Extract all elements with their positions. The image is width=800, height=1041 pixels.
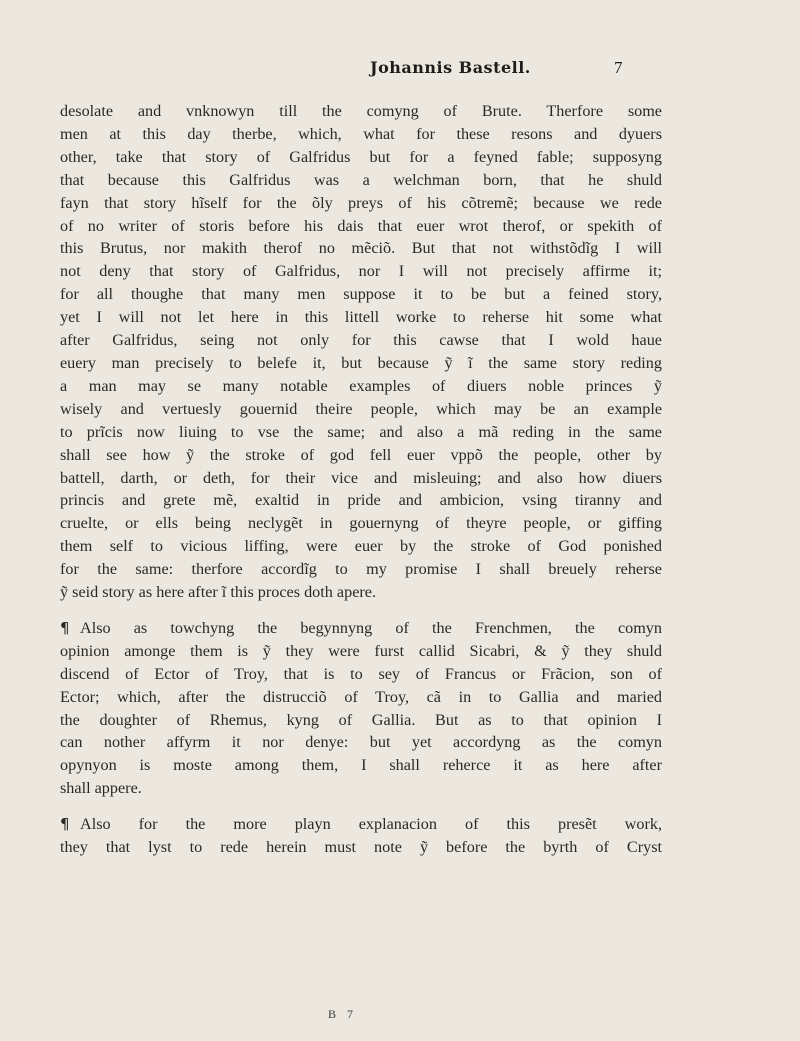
text-line: that because this Galfridus was a welchman born, that he shuld: [60, 170, 662, 189]
pilcrow-icon: ¶: [60, 815, 70, 834]
text-line: a man may se many notable examples of diuers noble princes ỹ: [60, 376, 662, 395]
text-line: men at this day therbe, which, what for these resons and dyuers: [60, 124, 662, 143]
paragraph-3: [60, 813, 662, 859]
text-line: for all thoughe that many men suppose it to be but a feined story,: [60, 285, 662, 304]
text-line: yet I will not let here in this littell worke to reherse hit some what: [60, 308, 662, 327]
text-line: shall see how ỹ the stroke of god fell euer vppõ the people, other by: [60, 445, 662, 464]
text-line: cruelte, or ells being neclygẽt in gouernyng of theyre people, or giffing: [60, 514, 662, 533]
text-line: not deny that story of Galfridus, nor I will not precisely affirme it;: [60, 262, 662, 281]
text-line: Also for the more playn explanacion of this presẽt work,: [80, 815, 662, 834]
text-line: for the same: therfore accordĩg to my promise I shall breuely reherse: [60, 560, 662, 579]
running-title: Johannis Bastell.: [370, 58, 531, 77]
text-line: ỹ seid story as here after ĩ this proces doth apere.: [60, 583, 376, 602]
signature-mark: B 7: [328, 1007, 358, 1021]
text-line: opinion amonge them is ỹ they were furst callid Sicabri, & ỹ they shuld: [60, 641, 662, 660]
paragraph-1: [60, 100, 662, 604]
text-line: Also as towchyng the begynnyng of the Frenchmen, the comyn: [80, 618, 662, 637]
text-line: desolate and vnknowyn till the comyng of Brute. Therfore some: [60, 102, 662, 120]
text-line: of no writer of storis before his dais that euer wrot therof, or spekith of: [60, 216, 662, 235]
text-line: discend of Ector of Troy, that is to sey of Francus or Frãcion, son of: [60, 664, 662, 683]
text-line: them self to vicious liffing, were euer by the stroke of God ponished: [60, 537, 662, 556]
page-number: 7: [614, 58, 623, 77]
text-line: shall appere.: [60, 779, 142, 798]
text-line: other, take that story of Galfridus but for a feyned fable; supposyng: [60, 147, 662, 166]
text-line: Ector; which, after the distrucciõ of Troy, cã in to Gallia and maried: [60, 687, 662, 706]
text-line: can nother affyrm it nor denye: but yet accordyng as the comyn: [60, 733, 662, 752]
text-line: fayn that story hĩself for the õly preys of his cõtremẽ; because we rede: [60, 193, 662, 212]
text-line: to prĩcis now liuing to vse the same; and also a mã reding in the same: [60, 422, 662, 441]
text-line-with-pilcrow: [60, 813, 662, 836]
body-text: [60, 100, 662, 859]
text-line: the doughter of Rhemus, kyng of Gallia. But as to that opinion I: [60, 710, 662, 729]
text-line: this Brutus, nor makith therof no mẽciõ. But that not withstõdĩg I will: [60, 239, 662, 258]
text-line: opynyon is moste among them, I shall reherce it as here after: [60, 756, 662, 775]
text-line: after Galfridus, seing not only for this cawse that I wold haue: [60, 331, 662, 350]
text-line: euery man precisely to belefe it, but because ỹ ĩ the same story reding: [60, 353, 662, 372]
text-line: they that lyst to rede herein must note ỹ before the byrth of Cryst: [60, 838, 662, 857]
paragraph-2: [60, 617, 662, 800]
text-line: wisely and vertuesly gouernid theire people, which may be an example: [60, 399, 662, 418]
text-line-with-pilcrow: [60, 617, 662, 640]
text-line: princis and grete mẽ, exaltid in pride and ambicion, vsing tiranny and: [60, 491, 662, 510]
pilcrow-icon: ¶: [60, 618, 70, 637]
text-line: battell, darth, or deth, for their vice and misleuing; and also how diuers: [60, 468, 662, 487]
